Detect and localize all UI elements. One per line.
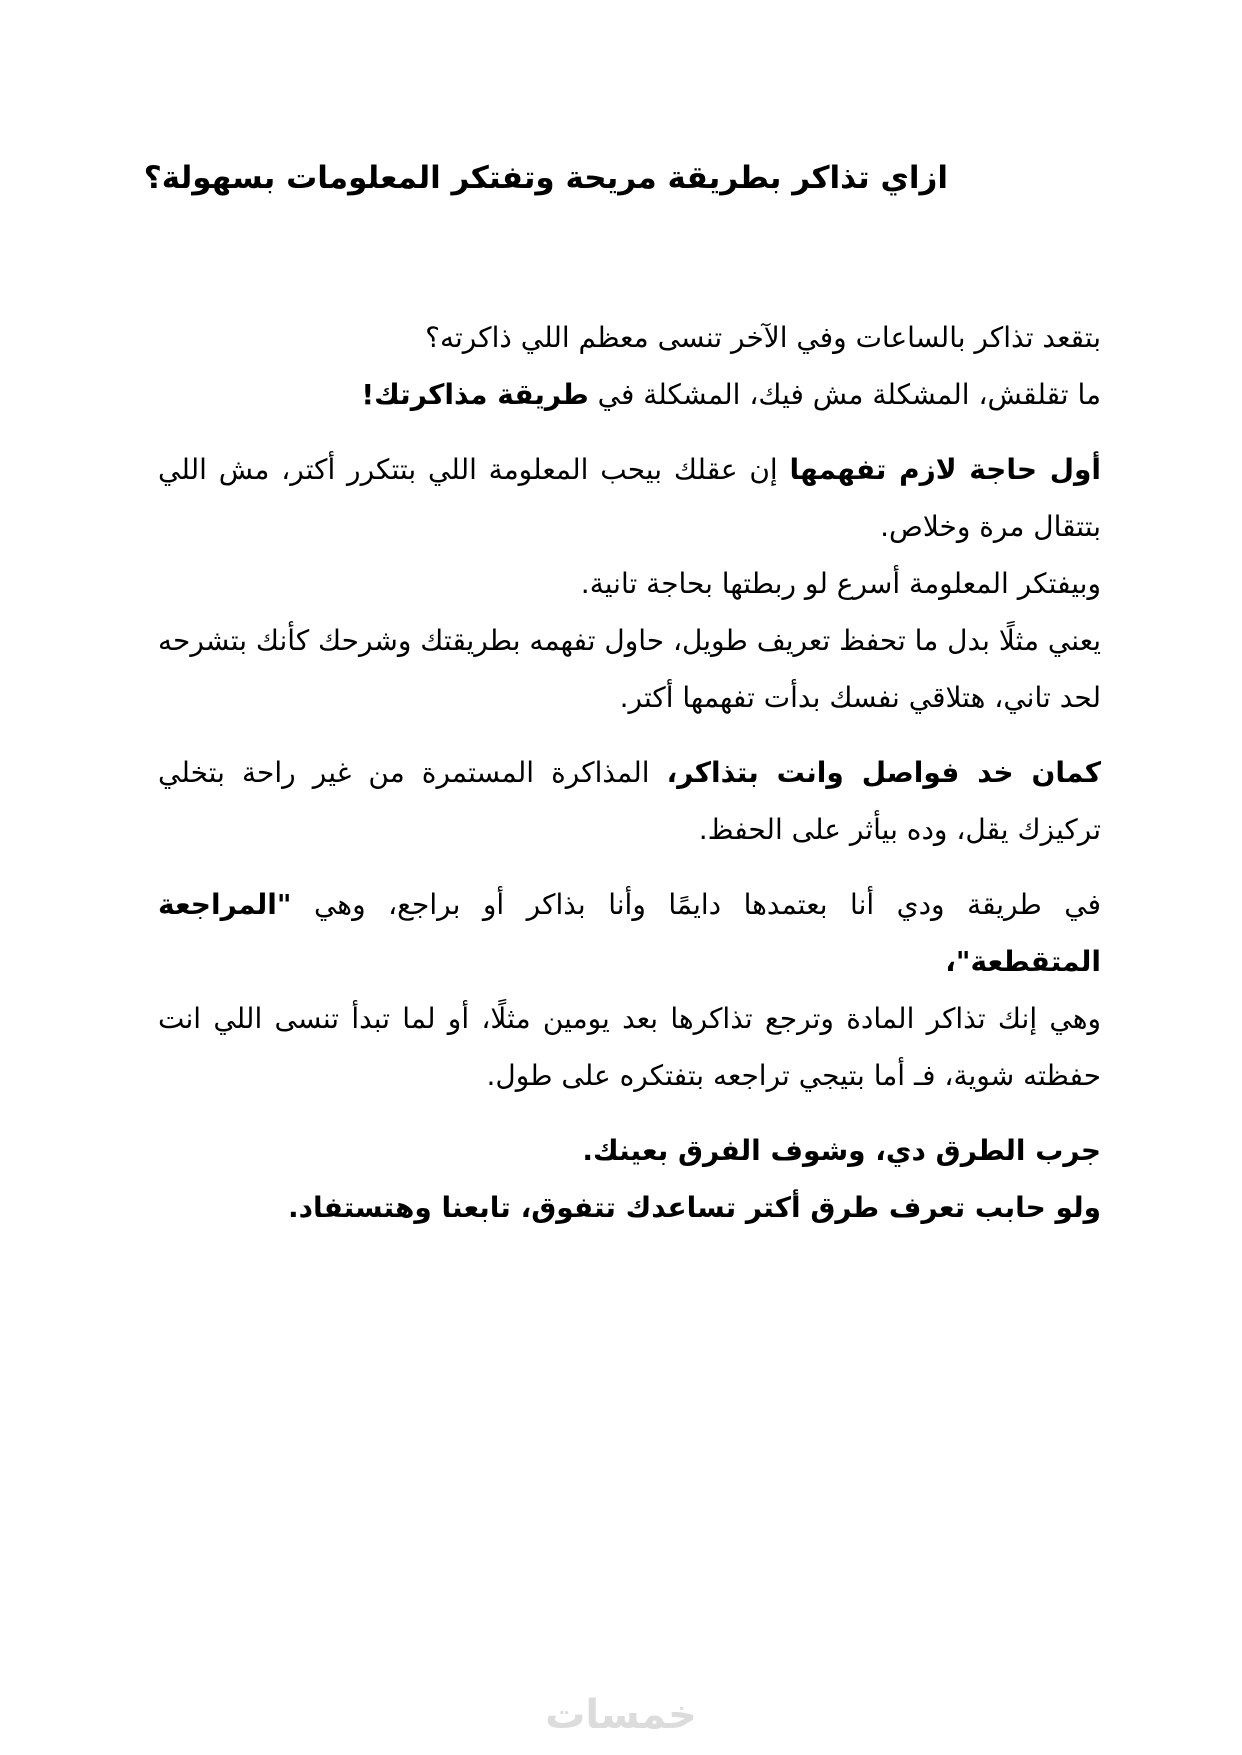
- repetition-main-line: [158, 441, 1101, 555]
- paragraph-closing: [158, 1122, 1101, 1236]
- document-body: [158, 309, 1101, 1254]
- breaks-line: [158, 744, 1101, 858]
- repetition-text: إن عقلك بيحب المعلومة اللي بتتكرر أكتر، مش اللي بتتقال مرة وخلاص.: [158, 453, 1101, 543]
- paragraph-repetition: [158, 441, 1101, 726]
- repetition-heading: أول حاجة لازم تفهمها: [789, 453, 1101, 486]
- breaks-heading: كمان خد فواصل وانت بتذاكر،: [666, 756, 1102, 789]
- intro-reassurance-text: ما تقلقش، المشكلة مش فيك، المشكلة في: [597, 378, 1101, 411]
- breaks-text: المذاكرة المستمرة من غير راحة بتخلي تركيزك يقل، وده بيأثر على الحفظ.: [158, 756, 1101, 846]
- closing-follow: ولو حابب تعرف طرق أكتر تساعدك تتفوق، تابعنا وهتستفاد.: [287, 1191, 1101, 1224]
- intro-reassurance-emphasis: طريقة مذاكرتك!: [361, 378, 589, 411]
- repetition-association: وبيفتكر المعلومة أسرع لو ربطتها بحاجة تانية.: [580, 567, 1101, 600]
- document-title: ازاي تذاكر بطريقة مريحة وتفتكر المعلومات بسهولة؟: [143, 160, 948, 196]
- intro-question: بتقعد تذاكر بالساعات وفي الآخر تنسى معظم اللي ذاكرته؟: [425, 321, 1101, 354]
- intro-reassurance-line: [158, 366, 1101, 423]
- paragraph-spaced-review: [158, 876, 1101, 1104]
- spaced-review-term: "المراجعة المتقطعة"،: [158, 888, 1101, 978]
- watermark-logo: خمسات: [545, 1692, 697, 1738]
- paragraph-breaks: [158, 744, 1101, 858]
- repetition-example: يعني مثلًا بدل ما تحفظ تعريف طويل، حاول تفهمه بطريقتك وشرحك كأنك بتشرحه لحد تاني، هتلاقي نفسك بدأت تفهمها أكتر.: [158, 624, 1101, 714]
- spaced-review-line: [158, 876, 1101, 990]
- spaced-review-explanation: وهي إنك تذاكر المادة وترجع تذاكرها بعد يومين مثلًا، أو لما تبدأ تنسى اللي انت حفظته شوية، فـ أما بتيجي تراجعه بتفتكره على طول.: [158, 1002, 1101, 1092]
- closing-try-it: جرب الطرق دي، وشوف الفرق بعينك.: [582, 1134, 1101, 1167]
- paragraph-intro: [158, 309, 1101, 423]
- spaced-review-text: في طريقة ودي أنا بعتمدها دايمًا وأنا بذاكر أو براجع، وهي: [313, 888, 1102, 921]
